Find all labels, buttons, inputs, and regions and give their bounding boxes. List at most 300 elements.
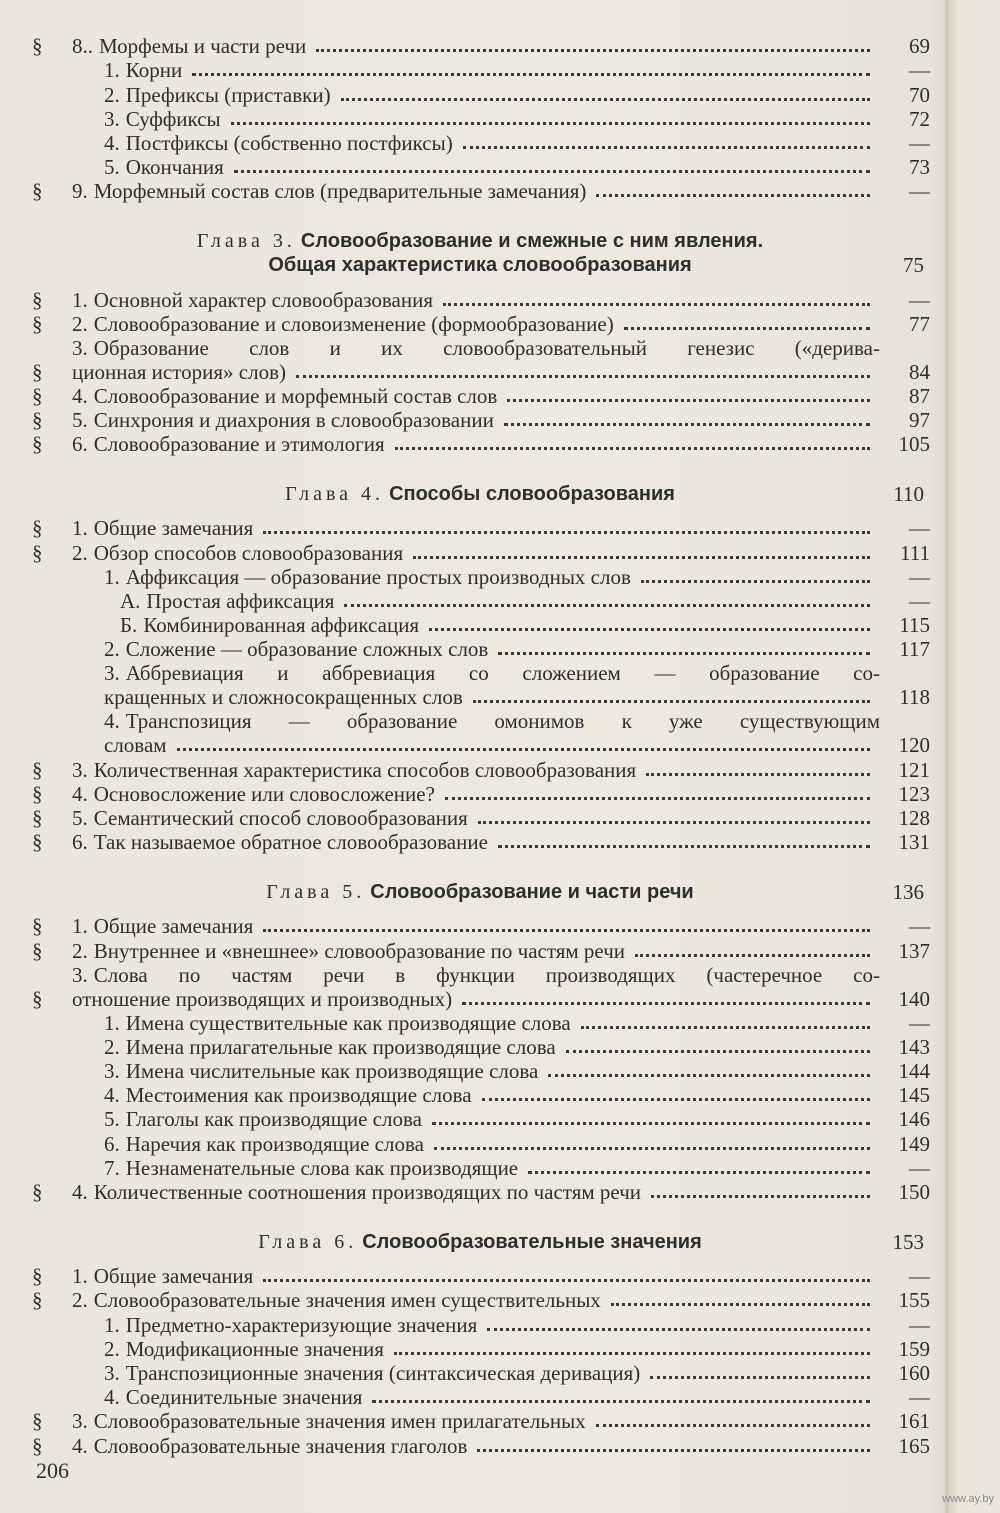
- entry-title: Общие замечания: [93, 516, 254, 541]
- entry-title: Словообразование и этимология: [93, 432, 385, 457]
- chapter-label: Глава 6.: [258, 1231, 358, 1253]
- toc-entry: [30, 1011, 930, 1035]
- dot-leader: [548, 1073, 870, 1077]
- entry-text: [72, 830, 488, 854]
- entry-page-number: 84: [909, 359, 930, 384]
- dot-leader: [316, 48, 870, 52]
- entry-number: 2.: [72, 311, 88, 336]
- toc-entry: [30, 589, 930, 613]
- entry-text: [72, 179, 586, 203]
- chapter-label: Глава 3.: [196, 230, 296, 253]
- entry-text: [72, 914, 253, 938]
- entry-title-cont: отношение производящих и производных): [72, 986, 453, 1011]
- entry-page-number: 121: [898, 757, 930, 782]
- section-mark: §: [32, 757, 43, 782]
- entry-title: Имена существительные как производящие слова: [125, 1010, 571, 1035]
- entry-page-number: 143: [898, 1034, 930, 1059]
- toc-entry-body: [72, 661, 880, 709]
- dot-leader: [341, 97, 870, 101]
- dot-leader: [487, 1327, 870, 1331]
- toc-entry-line: [72, 360, 880, 384]
- entry-page-number: —: [909, 516, 930, 541]
- toc-entry: [30, 34, 930, 58]
- entry-title: Окончания: [125, 155, 224, 180]
- entry-text: [72, 288, 433, 312]
- dot-leader: [478, 820, 870, 824]
- section-mark: §: [32, 383, 43, 408]
- entry-number: 3.: [72, 335, 88, 360]
- chapter-line: [30, 229, 930, 253]
- entry-page-number: —: [909, 287, 930, 312]
- chapter-spacer: [30, 506, 930, 516]
- entry-text: [72, 58, 182, 82]
- entry-title: Суффиксы: [125, 106, 221, 131]
- toc-entry: [30, 1288, 930, 1312]
- chapter-spacer: [30, 904, 930, 914]
- entry-page-number: 128: [898, 805, 930, 830]
- entry-text: [72, 1107, 422, 1131]
- entry-title: Местоимения как производящие слова: [125, 1083, 472, 1108]
- entry-number: 4.: [104, 130, 120, 155]
- entry-number: 4.: [104, 709, 120, 734]
- entry-title: Аббревиация и аббревиация со сложением — образование со-: [125, 661, 880, 686]
- entry-title: Общие замечания: [93, 1264, 254, 1289]
- entry-page-number: —: [909, 564, 930, 589]
- entry-title: Общие замечания: [93, 914, 254, 939]
- entry-page-number: 69: [909, 34, 930, 59]
- section-mark: §: [32, 359, 43, 384]
- entry-title: Словообразование и морфемный состав слов: [93, 383, 498, 408]
- entry-title: Основосложение или словосложение?: [93, 781, 435, 806]
- dot-leader: [650, 1375, 870, 1379]
- toc-entry: [30, 1433, 930, 1457]
- toc-entry: [30, 179, 930, 203]
- section-mark: §: [32, 311, 43, 336]
- entry-text: [72, 1035, 556, 1059]
- toc-entry: [30, 131, 930, 155]
- entry-number: 1.: [72, 516, 88, 541]
- dot-leader: [596, 193, 870, 197]
- dot-leader: [296, 374, 870, 378]
- chapter-spacer: [30, 854, 930, 880]
- section-mark: §: [32, 805, 43, 830]
- entry-text: [72, 1156, 518, 1180]
- entry-page-number: —: [909, 589, 930, 613]
- toc-entry: [30, 516, 930, 540]
- entry-text: [72, 107, 221, 131]
- toc-entry: [30, 1409, 930, 1433]
- entry-page-number: 150: [898, 1180, 930, 1204]
- entry-number: 2.: [104, 82, 120, 107]
- page-number: 206: [36, 1458, 69, 1483]
- entry-title: Модификационные значения: [125, 1336, 384, 1361]
- entry-page-number: —: [909, 1312, 930, 1337]
- toc-entry: [30, 1035, 930, 1059]
- entry-title-cont: ционная история» слов): [72, 359, 286, 384]
- entry-number: 6.: [72, 432, 88, 457]
- entry-number: 3.: [72, 962, 88, 987]
- entry-number: 3.: [72, 1409, 88, 1434]
- entry-number: Б.: [120, 613, 138, 638]
- entry-number: 6.: [104, 1131, 120, 1156]
- toc-entry: [30, 709, 930, 757]
- toc-entry-line: [104, 709, 880, 733]
- entry-page-number: 111: [900, 540, 930, 565]
- dot-leader: [477, 1448, 870, 1452]
- toc-entry-body: [72, 336, 880, 384]
- section-mark: §: [32, 1264, 43, 1289]
- entry-number: 3.: [104, 1059, 120, 1084]
- entry-title: Количественная характеристика способов словообразования: [93, 757, 637, 782]
- dot-leader: [463, 145, 870, 149]
- section-mark: §: [32, 516, 43, 541]
- toc-entry: [30, 1385, 930, 1409]
- entry-title: Комбинированная аффиксация: [143, 613, 420, 638]
- entry-page-number: 165: [898, 1433, 930, 1458]
- toc-entry-body: [72, 963, 880, 1011]
- entry-text: [72, 83, 331, 107]
- entry-page-number: —: [909, 914, 930, 939]
- chapter-title: Словообразовательные значения: [362, 1231, 702, 1253]
- section-mark: §: [32, 540, 43, 565]
- entry-number: 7.: [104, 1155, 120, 1180]
- dot-leader: [394, 1351, 870, 1355]
- section-mark: §: [32, 1180, 43, 1204]
- section-mark: §: [32, 432, 43, 457]
- dot-leader: [611, 1302, 870, 1306]
- chapter-line: [30, 880, 930, 904]
- entry-text: [72, 155, 224, 179]
- section-mark: §: [32, 179, 43, 204]
- entry-page-number: 87: [909, 383, 930, 408]
- dot-leader: [473, 699, 870, 703]
- entry-number: 4.: [72, 383, 88, 408]
- dot-leader: [635, 953, 870, 957]
- toc-entry-line: [104, 733, 880, 757]
- toc-entry: [30, 1337, 930, 1361]
- entry-number: 4.: [72, 781, 88, 806]
- toc-entry: [30, 914, 930, 938]
- chapter-title-cont: Общая характеристика словообразования: [268, 254, 692, 277]
- dot-leader: [507, 398, 870, 402]
- entry-page-number: —: [909, 1010, 930, 1035]
- entry-number: А.: [120, 589, 141, 613]
- entry-text: [72, 1337, 384, 1361]
- entry-title: Семантический способ словообразования: [93, 805, 468, 830]
- dot-leader: [443, 302, 870, 306]
- chapter-line: [30, 253, 930, 277]
- toc-entry: [30, 155, 930, 179]
- toc-entry: [30, 336, 930, 384]
- toc-entry: [30, 287, 930, 311]
- toc-entry: [30, 806, 930, 830]
- entry-text: [72, 1288, 601, 1312]
- entry-text: [72, 1264, 253, 1288]
- chapter-heading: [30, 482, 930, 506]
- toc-entry: [30, 938, 930, 962]
- chapter-title: Словообразование и части речи: [370, 881, 694, 904]
- toc-entry: [30, 82, 930, 106]
- dot-leader: [482, 1097, 870, 1101]
- table-of-contents: [30, 34, 930, 1458]
- entry-number: 2.: [104, 637, 120, 662]
- toc-entry-line: [72, 336, 880, 360]
- section-mark: §: [32, 1288, 43, 1313]
- dot-leader: [395, 446, 870, 450]
- toc-entry: [30, 1156, 930, 1180]
- dot-leader: [432, 1121, 870, 1125]
- dot-leader: [231, 121, 870, 125]
- entry-text: [72, 516, 253, 540]
- toc-entry: [30, 384, 930, 408]
- toc-entry: [30, 1083, 930, 1107]
- chapter-title: Словообразование и смежные с ним явления.: [300, 230, 764, 253]
- entry-text: [72, 939, 625, 963]
- entry-number: 2.: [104, 1034, 120, 1059]
- entry-page-number: 120: [898, 733, 930, 758]
- dot-leader: [504, 422, 870, 426]
- entry-page-number: —: [909, 130, 930, 155]
- entry-number: 5.: [72, 805, 88, 830]
- dot-leader: [263, 1278, 870, 1282]
- entry-text: [72, 432, 385, 456]
- dot-leader: [462, 1001, 870, 1005]
- entry-number: 4.: [104, 1385, 120, 1410]
- chapter-spacer: [30, 1204, 930, 1230]
- entry-page-number: 70: [909, 82, 930, 107]
- entry-number: 6.: [72, 830, 88, 855]
- entry-page-number: 145: [898, 1083, 930, 1108]
- entry-title: Сложение — образование сложных слов: [125, 637, 489, 662]
- toc-entry: [30, 830, 930, 854]
- toc-entry: [30, 1264, 930, 1288]
- entry-page-number: —: [909, 1264, 930, 1289]
- entry-number: 3.: [72, 757, 88, 782]
- toc-entry: [30, 1059, 930, 1083]
- entry-number: 2.: [72, 540, 88, 565]
- entry-title: Предметно-характеризующие значения: [125, 1312, 478, 1337]
- toc-entry-line: [72, 963, 880, 987]
- chapter-title: Способы словообразования: [389, 483, 675, 506]
- toc-entry: [30, 637, 930, 661]
- toc-entry-line: [104, 685, 880, 709]
- entry-title: Префиксы (приставки): [125, 82, 331, 107]
- entry-text: [72, 1385, 362, 1409]
- section-mark: §: [32, 938, 43, 963]
- entry-title: Обзор способов словообразования: [93, 540, 404, 565]
- dot-leader: [596, 1423, 870, 1427]
- entry-number: 5.: [104, 1107, 120, 1132]
- chapter-spacer: [30, 456, 930, 482]
- entry-text: [72, 1059, 538, 1083]
- section-mark: §: [32, 34, 43, 59]
- entry-text: [72, 34, 306, 58]
- entry-page-number: 131: [898, 830, 930, 855]
- toc-entry: [30, 408, 930, 432]
- entry-title: Имена числительные как производящие слова: [125, 1059, 539, 1084]
- entry-page-number: —: [909, 179, 930, 204]
- entry-number: 2.: [72, 1288, 88, 1313]
- entry-title: Так называемое обратное словообразование: [93, 830, 488, 855]
- toc-entry: [30, 432, 930, 456]
- toc-entry: [30, 661, 930, 709]
- entry-title: Образование слов и их словообразовательный генезис («дерива-: [93, 335, 880, 360]
- entry-page-number: 117: [899, 637, 930, 662]
- entry-page-number: 97: [909, 408, 930, 433]
- entry-title: Корни: [125, 58, 183, 83]
- chapter-spacer: [30, 1254, 930, 1264]
- entry-number: 4.: [104, 1083, 120, 1108]
- toc-entry: [30, 1180, 930, 1204]
- entry-page-number: 159: [898, 1336, 930, 1361]
- dot-leader: [192, 72, 870, 76]
- section-mark: §: [32, 986, 43, 1011]
- dot-leader: [528, 1170, 870, 1174]
- entry-page-number: 161: [898, 1409, 930, 1434]
- chapter-label: Глава 4.: [285, 483, 385, 506]
- entry-page-number: 123: [898, 781, 930, 806]
- entry-text: [72, 1434, 467, 1458]
- section-mark: §: [32, 287, 43, 312]
- toc-entry: [30, 58, 930, 82]
- chapter-spacer: [30, 203, 930, 229]
- dot-leader: [566, 1049, 870, 1053]
- entry-page-number: 73: [909, 155, 930, 180]
- entry-title: Морфемы и части речи: [99, 34, 307, 59]
- entry-text: [72, 541, 403, 565]
- entry-text: [72, 613, 419, 637]
- toc-entry: [30, 963, 930, 1011]
- chapter-label: Глава 5.: [266, 881, 366, 904]
- entry-number: 2.: [72, 938, 88, 963]
- entry-page-number: 118: [899, 685, 930, 710]
- dot-leader: [263, 928, 870, 932]
- entry-number: 1.: [72, 287, 88, 312]
- entry-text: [72, 565, 631, 589]
- dot-leader: [344, 603, 870, 607]
- entry-number: 4.: [72, 1433, 88, 1458]
- section-mark: §: [32, 1433, 43, 1458]
- toc-entry: [30, 1361, 930, 1385]
- dot-leader: [646, 772, 870, 776]
- entry-title: Словообразовательные значения имен прилагательных: [93, 1409, 586, 1434]
- toc-entry: [30, 782, 930, 806]
- entry-text: [72, 408, 494, 432]
- entry-number: 3.: [104, 1360, 120, 1385]
- page-fold-edge: [945, 0, 949, 1513]
- entry-page-number: 140: [898, 986, 930, 1011]
- entry-title: Синхрония и диахрония в словообразовании: [93, 408, 494, 433]
- entry-number: 1.: [104, 564, 120, 589]
- toc-entry: [30, 1312, 930, 1336]
- toc-entry: [30, 312, 930, 336]
- entry-text: [72, 1132, 424, 1156]
- entry-number: 2.: [104, 1336, 120, 1361]
- chapter-line: [30, 1230, 930, 1254]
- toc-entry: [30, 613, 930, 637]
- entry-number: 1.: [104, 58, 120, 83]
- entry-title: Простая аффиксация: [146, 589, 335, 613]
- entry-title: Постфиксы (собственно постфиксы): [125, 130, 453, 155]
- dot-leader: [498, 844, 870, 848]
- chapter-heading: [30, 229, 930, 277]
- entry-text: [72, 312, 614, 336]
- entry-title: Морфемный состав слов (предварительные замечания): [93, 179, 587, 204]
- entry-title: Слова по частям речи в функции производящих (частеречное со-: [93, 962, 880, 987]
- entry-number: 1.: [72, 1264, 88, 1289]
- entry-title: Словообразование и словоизменение (формообразование): [93, 311, 614, 336]
- entry-page-number: 149: [898, 1131, 930, 1156]
- dot-leader: [234, 169, 870, 173]
- dot-leader: [445, 796, 870, 800]
- entry-number: 4.: [72, 1180, 88, 1204]
- entry-title: Транспозиция — образование омонимов к уже существующим: [125, 709, 880, 734]
- entry-page-number: 146: [898, 1107, 930, 1132]
- dot-leader: [498, 651, 870, 655]
- chapter-heading: [30, 1230, 930, 1254]
- entry-number: 3.: [104, 661, 120, 686]
- entry-page-number: 160: [898, 1360, 930, 1385]
- toc-entry: [30, 540, 930, 564]
- entry-text: [72, 1011, 571, 1035]
- entry-title-cont: словам: [104, 733, 167, 758]
- entry-page-number: 144: [898, 1059, 930, 1084]
- entry-title: Словообразовательные значения глаголов: [93, 1433, 468, 1458]
- dot-leader: [641, 579, 870, 583]
- entry-text: [72, 782, 435, 806]
- entry-page-number: —: [909, 1155, 930, 1180]
- chapter-page-number: 110: [893, 482, 924, 507]
- toc-entry-line: [104, 661, 880, 685]
- dot-leader: [651, 1194, 870, 1198]
- entry-text: [72, 589, 334, 613]
- chapter-page-number: 75: [903, 253, 924, 278]
- toc-entry: [30, 107, 930, 131]
- chapter-heading: [30, 880, 930, 904]
- entry-page-number: —: [909, 1385, 930, 1410]
- entry-number: 5.: [72, 408, 88, 433]
- entry-number: 8..: [72, 34, 93, 59]
- entry-text: [72, 1313, 477, 1337]
- entry-page-number: 137: [898, 938, 930, 963]
- entry-page-number: 105: [898, 432, 930, 457]
- entry-text: [72, 1361, 640, 1385]
- entry-title: Внутреннее и «внешнее» словообразование по частям речи: [93, 938, 626, 963]
- entry-title: Количественные соотношения производящих по частям речи: [93, 1180, 641, 1204]
- entry-page-number: 115: [899, 613, 930, 638]
- entry-title-cont: кращенных и сложносокращенных слов: [104, 685, 463, 710]
- dot-leader: [177, 747, 870, 751]
- entry-text: [72, 806, 468, 830]
- toc-entry: [30, 757, 930, 781]
- section-mark: §: [32, 781, 43, 806]
- entry-page-number: 72: [909, 106, 930, 131]
- section-mark: §: [32, 830, 43, 855]
- entry-text: [72, 384, 497, 408]
- section-mark: §: [32, 914, 43, 939]
- entry-page-number: 77: [909, 311, 930, 336]
- entry-text: [72, 131, 453, 155]
- entry-title: Имена прилагательные как производящие слова: [125, 1034, 556, 1059]
- entry-title: Транспозиционные значения (синтаксическая деривация): [125, 1360, 641, 1385]
- entry-number: 3.: [104, 106, 120, 131]
- toc-entry-body: [72, 709, 880, 757]
- toc-entry-line: [72, 987, 880, 1011]
- entry-number: 9.: [72, 179, 88, 204]
- entry-text: [72, 1180, 641, 1204]
- dot-leader: [372, 1399, 870, 1403]
- dot-leader: [263, 530, 870, 534]
